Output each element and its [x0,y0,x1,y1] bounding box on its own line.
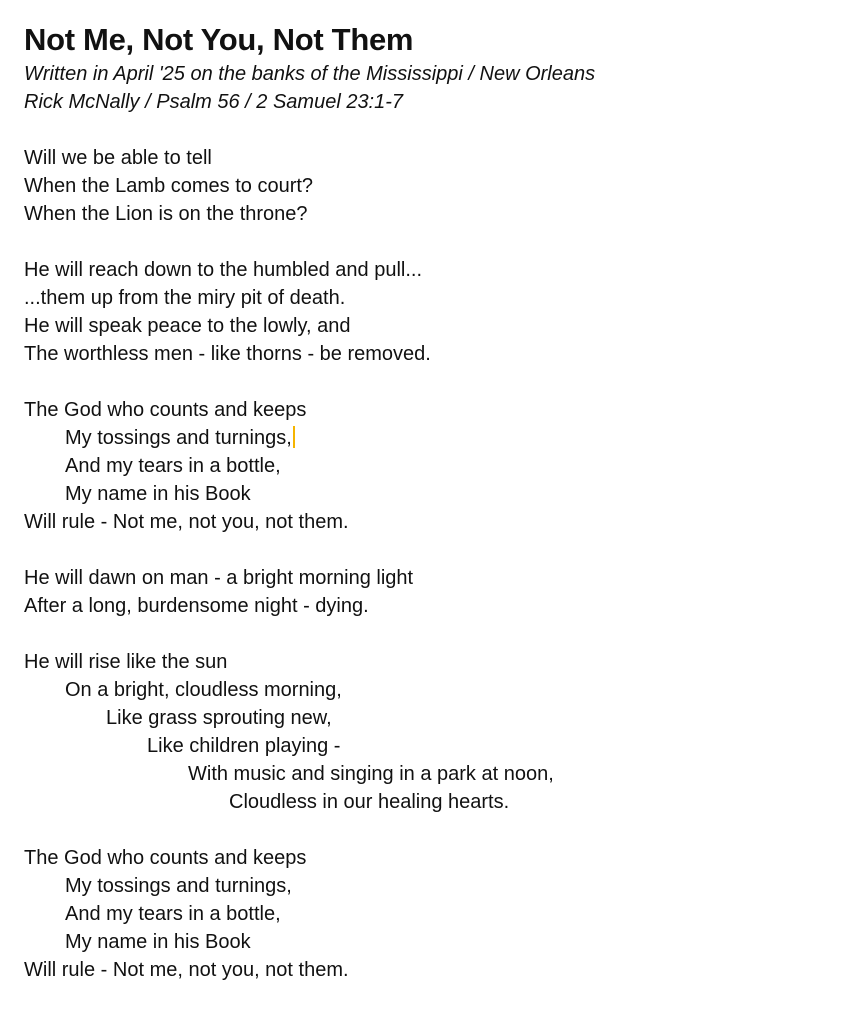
poem-line [24,480,854,508]
poem-line [24,424,854,452]
poem-line [24,788,854,816]
poem-line-text: When the Lamb comes to court? [24,175,314,197]
poem-line-text: He will dawn on man - a bright morning light [24,567,414,589]
poem-line-text: The God who counts and keeps [24,399,307,421]
stanza [24,564,854,620]
poem-line [24,704,854,732]
poem-line-text: And my tears in a bottle, [65,455,281,477]
poem-line-text: Will rule - Not me, not you, not them. [24,959,349,981]
page-title: Not Me, Not You, Not Them [24,22,414,57]
document-body[interactable] [24,20,854,984]
poem-line [24,508,854,536]
poem-line [24,648,854,676]
stanza [24,648,854,816]
poem-line [24,564,854,592]
poem-line [24,928,854,956]
stanza [24,256,854,368]
poem-line [24,312,854,340]
poem-line-text: My name in his Book [65,931,251,953]
poem-line-text: My name in his Book [65,483,251,505]
poem-line [24,200,854,228]
poem-line-text: Like children playing - [147,735,341,757]
poem-line-text: After a long, burdensome night - dying. [24,595,369,617]
poem-line-text: Cloudless in our healing hearts. [229,791,510,813]
poem-line [24,452,854,480]
poem-line [24,592,854,620]
stanza [24,144,854,228]
poem-line-text: With music and singing in a park at noon, [188,763,554,785]
stanza [24,844,854,984]
poem-line-text: He will speak peace to the lowly, and [24,315,351,337]
poem-line [24,256,854,284]
poem-line [24,676,854,704]
poem-line-text: Like grass sprouting new, [106,707,332,729]
poem-line-text: The God who counts and keeps [24,847,307,869]
poem-line [24,144,854,172]
poem-line-text: He will rise like the sun [24,651,228,673]
poem-line [24,732,854,760]
poem-line-text: When the Lion is on the throne? [24,203,308,225]
poem-line [24,760,854,788]
poem-line [24,844,854,872]
poem-line [24,900,854,928]
poem-line-text: Will we be able to tell [24,147,212,169]
author-reference-line: Rick McNally / Psalm 56 / 2 Samuel 23:1-7 [24,91,404,113]
poem-line-text: And my tears in a bottle, [65,903,281,925]
poem-line-text: The worthless men - like thorns - be removed. [24,343,431,365]
poem-line [24,284,854,312]
subtitle-line: Written in April '25 on the banks of the Mississippi / New Orleans [24,63,596,85]
poem-line [24,396,854,424]
stanza [24,396,854,536]
poem-line [24,172,854,200]
poem-line-text: He will reach down to the humbled and pull... [24,259,423,281]
text-cursor [293,426,295,448]
poem-line [24,956,854,984]
poem-line-text: ...them up from the miry pit of death. [24,287,346,309]
poem-line-text: On a bright, cloudless morning, [65,679,342,701]
poem-line-text: My tossings and turnings, [65,875,292,897]
poem-line-text: Will rule - Not me, not you, not them. [24,511,349,533]
poem-stanzas [24,144,854,984]
poem-line [24,340,854,368]
poem-line-text: My tossings and turnings, [65,427,292,449]
poem-line [24,872,854,900]
